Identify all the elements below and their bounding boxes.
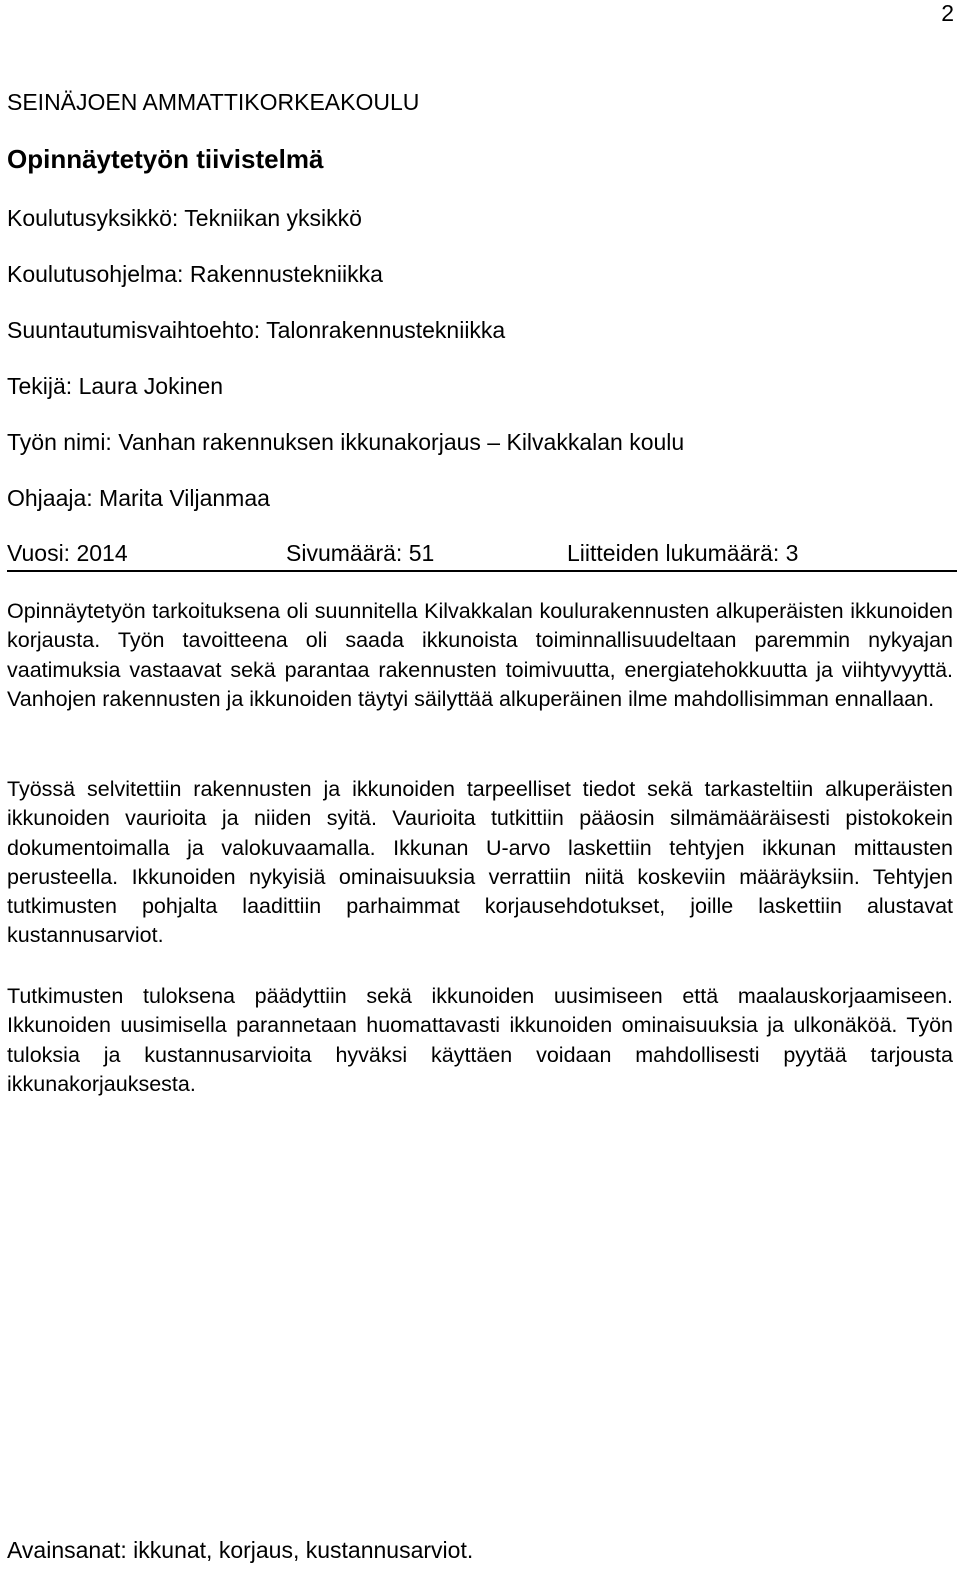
page-number: 2 bbox=[941, 0, 954, 26]
page-count-field: Sivumäärä: 51 bbox=[286, 540, 435, 566]
author-field: Tekijä: Laura Jokinen bbox=[7, 373, 224, 399]
abstract-paragraph: Tutkimusten tuloksena päädyttiin sekä ikkunoiden uusimiseen että maalauskorjaamiseen. Ikkunoiden uusimisella parannetaan huomattavasti ikkunoiden ominaisuuksia ja ulkonäköä. Työn tuloksia ja kustannusarvioita hyväksi käyttäen voidaan mahdollisesti pyytää tarjousta ikkunakorjauksesta. bbox=[7, 984, 953, 1096]
abstract-paragraph: Opinnäytetyön tarkoituksena oli suunnitella Kilvakkalan koulurakennusten alkuperäisten ikkunoiden korjausta. Työn tavoitteena oli saada ikkunoista toiminnallisuudeltaan paremmin nykyajan vaatimuksia vastaavat sekä parantaa rakennusten toimivuutta, energiatehokkuutta ja viihtyvyyttä. Vanhojen rakennusten ja ikkunoiden täytyi säilyttää alkuperäinen ilme mahdollisimman ennallaan. bbox=[7, 599, 953, 711]
abstract-paragraph: Työssä selvitettiin rakennusten ja ikkunoiden tarpeelliset tiedot sekä tarkasteltiin alkuperäisten ikkunoiden vaurioita ja niiden syitä. Vaurioita tutkittiin pääosin silmämääräisesti pistokokein dokumentoimalla ja valokuvaamalla. Ikkunan U-arvo laskettiin tehtyjen ikkunan mittausten perusteella. Ikkunoiden nykyisiä ominaisuuksia verrattiin niitä koskeviin määräyksiin. Tehtyjen tutkimusten pohjalta laadittiin parhaimmat korjausehdotukset, joille laskettiin alustavat kustannusarviot. bbox=[7, 777, 953, 948]
keywords-line: Avainsanat: ikkunat, korjaus, kustannusarviot. bbox=[7, 1537, 474, 1563]
programme-field: Koulutusohjelma: Rakennustekniikka bbox=[7, 261, 383, 287]
stats-row bbox=[7, 540, 957, 572]
page-title: Opinnäytetyön tiivistelmä bbox=[7, 144, 324, 174]
appendix-count-field: Liitteiden lukumäärä: 3 bbox=[567, 540, 799, 566]
work-title-field: Työn nimi: Vanhan rakennuksen ikkunakorjaus – Kilvakkalan koulu bbox=[7, 429, 685, 455]
specialisation-field: Suuntautumisvaihtoehto: Talonrakennustekniikka bbox=[7, 317, 506, 343]
supervisor-field: Ohjaaja: Marita Viljanmaa bbox=[7, 485, 270, 511]
institution-name: SEINÄJOEN AMMATTIKORKEAKOULU bbox=[7, 89, 420, 115]
year-field: Vuosi: 2014 bbox=[7, 540, 128, 566]
unit-field: Koulutusyksikkö: Tekniikan yksikkö bbox=[7, 205, 362, 231]
